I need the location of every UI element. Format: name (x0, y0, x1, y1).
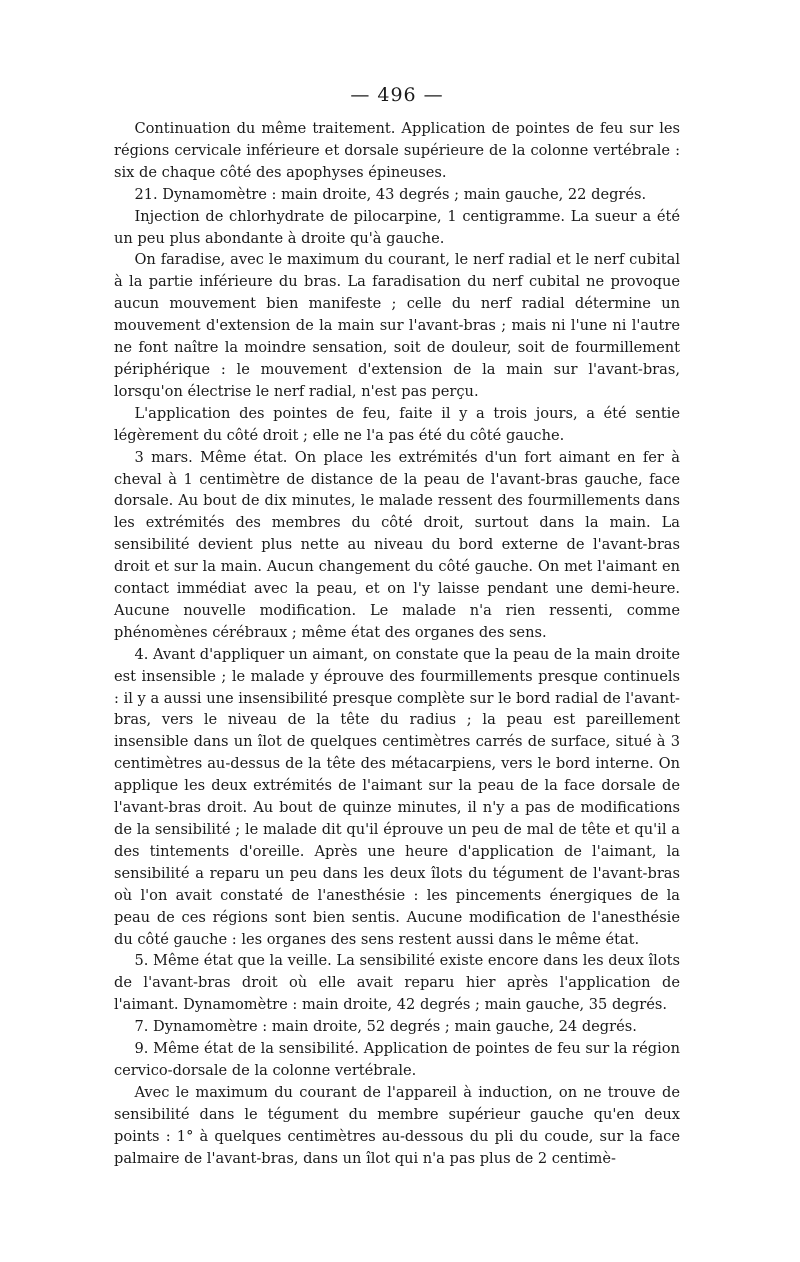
book-page (114, 82, 680, 1170)
paragraph: 21. Dynamomètre : main droite, 43 degrés ; main gauche, 22 degrés. (134, 185, 647, 203)
paragraph: 4. Avant d'appliquer un aimant, on constate que la peau de la main droite est insensible ; le malade y éprouve des fourmillements presque continuels : il y a aussi une insensibilité presque complète sur le bord radial de l'avant-bras, vers le niveau de la tête du radius ; la peau est pareillement insensible dans un îlot de quelques centimètres carrés de surface, situé à 3 centimètres au-dessus de la tête des métacarpiens, vers le bord interne. On applique les deux extrémités de l'aimant sur la peau de la face dorsale de l'avant-bras droit. Au bout de quinze minutes, il n'y a pas de modifications de la sensibilité ; le malade dit qu'il éprouve un peu de mal de tête et qu'il a des tintements d'oreille. Après une heure d'application de l'aimant, la sensibilité a reparu un peu dans les deux îlots du tégument de l'avant-bras où l'on avait constaté de l'anesthésie : les pincements énergiques de la peau de ces régions sont bien sentis. Aucune modification de l'anesthésie du côté gauche : les organes des sens restent aussi dans le même état. (114, 645, 681, 948)
paragraph: 5. Même état que la veille. La sensibilité existe encore dans les deux îlots de l'avant-bras droit où elle avait reparu hier après l'application de l'aimant. Dynamomètre : main droite, 42 degrés ; main gauche, 35 degrés. (114, 952, 680, 1014)
page-number: — 496 — (350, 84, 444, 106)
paragraph: Avec le maximum du courant de l'appareil à induction, on ne trouve de sensibilité dans le tégument du membre supérieur gauche qu'en deux points : 1° à quelques centimètres au-dessous du pli du coude, sur la face palmaire de l'avant-bras, dans un îlot qui n'a pas plus de 2 centimè- (114, 1083, 680, 1167)
paragraph: Continuation du même traitement. Application de pointes de feu sur les régions cervicale inférieure et dorsale supérieure de la colonne vertébrale : six de chaque côté des apophyses épineuses. (114, 120, 680, 181)
paragraph: Injection de chlorhydrate de pilocarpine, 1 centigramme. La sueur a été un peu plus abondante à droite qu'à gauche. (114, 207, 680, 247)
paragraph: L'application des pointes de feu, faite il y a trois jours, a été sentie légèrement du côté droit ; elle ne l'a pas été du côté gauche. (114, 404, 680, 444)
paragraph: 3 mars. Même état. On place les extrémités d'un fort aimant en fer à cheval à 1 centimètre de distance de la peau de l'avant-bras gauche, face dorsale. Au bout de dix minutes, le malade ressent des fourmillements dans les extrémités des membres du côté droit, surtout dans la main. La sensibilité devient plus nette au niveau du bord externe de l'avant-bras droit et sur la main. Aucun changement du côté gauche. On met l'aimant en contact immédiat avec la peau, et on l'y laisse pendant une demi-heure. Aucune nouvelle modification. Le malade n'a rien ressenti, comme phénomènes cérébraux ; même état des organes des sens. (114, 448, 680, 641)
paragraph: On faradise, avec le maximum du courant, le nerf radial et le nerf cubital à la partie inférieure du bras. La faradisation du nerf cubital ne provoque aucun mouvement bien manifeste ; celle du nerf radial détermine un mouvement d'extension de la main sur l'avant-bras ; mais ni l'une ni l'autre ne font naître la moindre sensation, soit de douleur, soit de fourmillement périphérique : le mouvement d'extension de la main sur l'avant-bras, lorsqu'on électrise le nerf radial, n'est pas perçu. (114, 251, 680, 400)
paragraph: 9. Même état de la sensibilité. Application de pointes de feu sur la région cervico-dorsale de la colonne vertébrale. (114, 1040, 680, 1079)
body-text (114, 118, 680, 1170)
paragraph: 7. Dynamomètre : main droite, 52 degrés ; main gauche, 24 degrés. (134, 1018, 637, 1036)
